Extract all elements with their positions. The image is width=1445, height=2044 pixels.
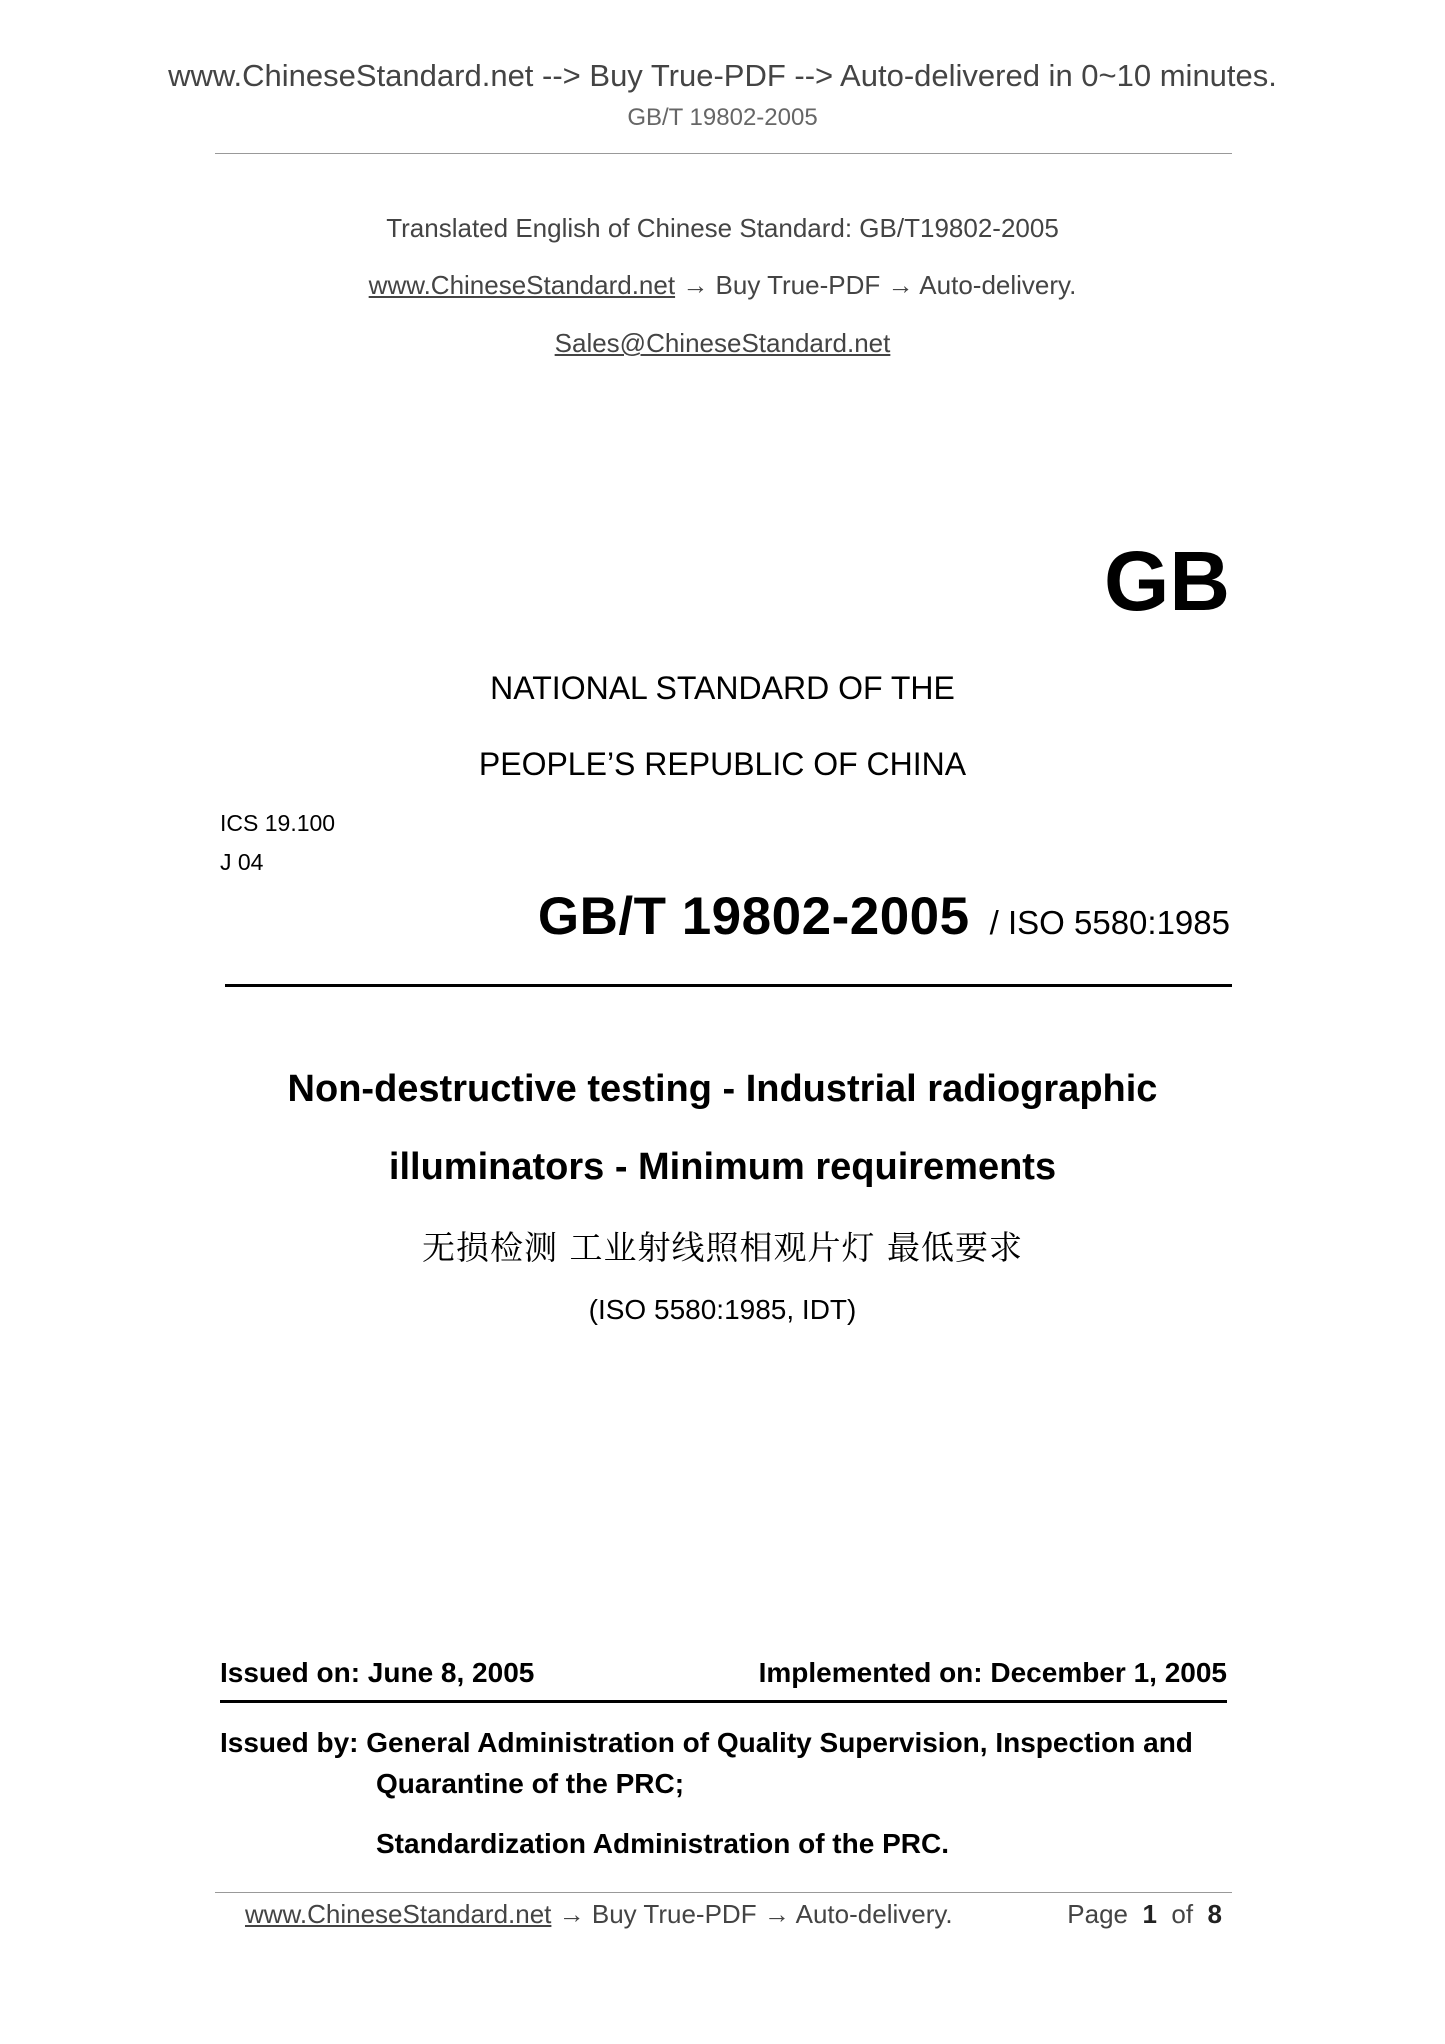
iso-reference: / ISO 5580:1985 <box>989 904 1230 941</box>
title-divider <box>225 984 1232 987</box>
top-banner: www.ChineseStandard.net --> Buy True-PDF --> Auto-delivered in 0~10 minutes. <box>168 58 1277 93</box>
translation-title: Translated English of Chinese Standard: GB/T19802-2005 <box>386 213 1059 243</box>
issuer-2: Standardization Administration of the PRC. <box>376 1828 949 1859</box>
standard-title-chinese: 无损检测 工业射线照相观片灯 最低要求 <box>422 1228 1023 1267</box>
standard-number-row <box>538 886 1230 947</box>
iso-equivalence: (ISO 5580:1985, IDT) <box>588 1294 857 1325</box>
page-indicator <box>1067 1899 1222 1930</box>
standard-title-line1: Non-destructive testing - Industrial radiographic <box>287 1068 1158 1110</box>
footer-links <box>245 1899 953 1930</box>
issuer-1-line1: General Administration of Quality Supervision, Inspection and <box>366 1727 1193 1758</box>
issued-by-label: Issued by: <box>220 1727 359 1758</box>
page-current: 1 <box>1142 1899 1157 1929</box>
footer-buy-text: Buy True-PDF <box>591 1899 757 1929</box>
footer-divider <box>215 1892 1232 1893</box>
arrow-right-icon: → <box>887 270 914 300</box>
auto-delivery-text: Auto-delivery. <box>919 270 1077 300</box>
footer-site-link[interactable]: www.ChineseStandard.net <box>245 1899 552 1929</box>
issued-on-date: Issued on: June 8, 2005 <box>220 1657 535 1688</box>
header-doc-code: GB/T 19802-2005 <box>627 104 818 131</box>
issue-divider <box>220 1700 1227 1703</box>
ccs-code: J 04 <box>220 849 264 875</box>
national-standard-line2: PEOPLE’S REPUBLIC OF CHINA <box>478 746 967 782</box>
standard-title-line2: illuminators - Minimum requirements <box>388 1146 1057 1188</box>
sales-email-row <box>0 328 1445 359</box>
page-total: 8 <box>1207 1899 1222 1929</box>
arrow-right-icon: → <box>558 1899 585 1929</box>
national-standard-line1: NATIONAL STANDARD OF THE <box>490 670 955 706</box>
issued-by-row <box>220 1727 1193 1759</box>
issuer-1-line2: Quarantine of the PRC; <box>376 1768 685 1799</box>
header-divider <box>215 153 1232 154</box>
translation-links <box>0 270 1445 301</box>
site-link[interactable]: www.ChineseStandard.net <box>368 270 676 300</box>
ics-code: ICS 19.100 <box>220 810 336 836</box>
gb-logo: GB <box>1104 534 1230 628</box>
buy-pdf-text: Buy True-PDF <box>715 270 881 300</box>
arrow-right-icon: → <box>763 1899 790 1929</box>
implemented-on-date: Implemented on: December 1, 2005 <box>758 1657 1227 1688</box>
footer-delivery-text: Auto-delivery. <box>795 1899 953 1929</box>
sales-email-link[interactable]: Sales@ChineseStandard.net <box>554 328 891 358</box>
standard-code: GB/T 19802-2005 <box>537 887 970 946</box>
page-label: Page <box>1067 1899 1129 1929</box>
arrow-right-icon: → <box>682 270 709 300</box>
page-of: of <box>1171 1899 1194 1929</box>
